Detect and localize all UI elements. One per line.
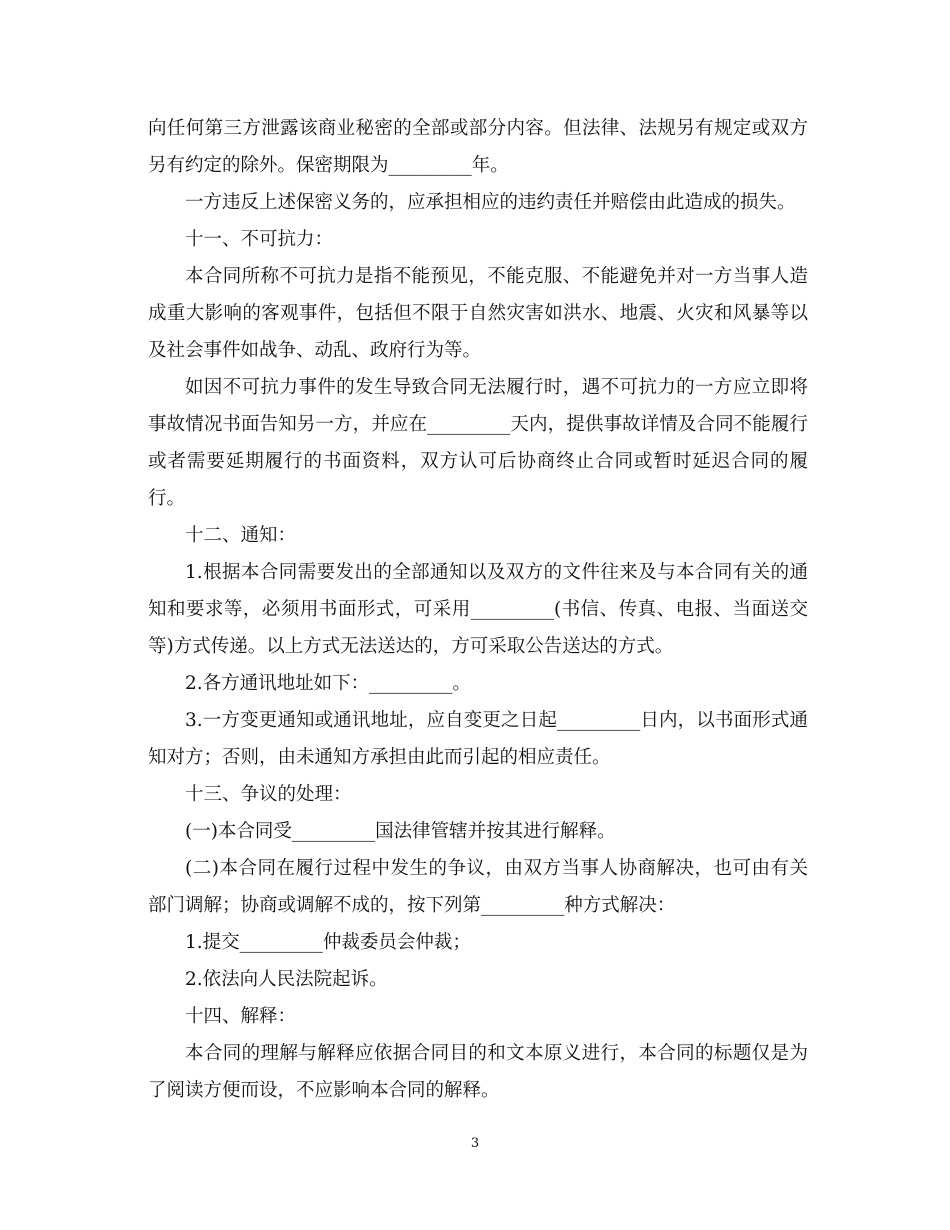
section-heading-dispute: 十三、争议的处理：	[185, 784, 352, 805]
paragraph-notice-change: 3.一方变更通知或通讯地址，应自变更之日起_________日内，以书面形式通知对方；否则，由未通知方承担由此而引起的相应责任。	[148, 710, 808, 768]
page-number: 3	[470, 1136, 480, 1151]
paragraph-confidentiality-continued: 向任何第三方泄露该商业秘密的全部或部分内容。但法律、法规另有规定或双方另有约定的除外。保密期限为_________年。	[148, 118, 808, 176]
list-item-arbitration: 1.提交_________仲裁委员会仲裁；	[185, 932, 471, 953]
paragraph-breach-liability: 一方违反上述保密义务的，应承担相应的违约责任并赔偿由此造成的损失。	[185, 192, 796, 213]
section-heading-notice: 十二、通知：	[185, 525, 297, 546]
list-item-litigation: 2.依法向人民法院起诉。	[185, 969, 388, 990]
paragraph-notice-form: 1.根据本合同需要发出的全部通知以及双方的文件往来及与本合同有关的通知和要求等，必须用书面形式，可采用_________(书信、传真、电报、当面送交等)方式传递。以上方式无法送达的，方可采取公告送达的方式。	[148, 562, 808, 657]
paragraph-interpretation: 本合同的理解与解释应依据合同目的和文本原义进行，本合同的标题仅是为了阅读方便而设，不应影响本合同的解释。	[148, 1043, 808, 1101]
document-body	[148, 110, 808, 1109]
section-heading-interpretation: 十四、解释：	[185, 1006, 297, 1027]
paragraph-dispute-resolution: (二)本合同在履行过程中发生的争议，由双方当事人协商解决，也可由有关部门调解；协商或调解不成的，按下列第_________种方式解决：	[148, 858, 808, 916]
paragraph-notice-addresses: 2.各方通讯地址如下：_________。	[185, 673, 471, 694]
paragraph-force-majeure-notice: 如因不可抗力事件的发生导致合同无法履行时，遇不可抗力的一方应立即将事故情况书面告知另一方，并应在_________天内，提供事故详情及合同不能履行或者需要延期履行的书面资料，双方认可后协商终止合同或暂时延迟合同的履行。	[148, 377, 808, 509]
section-heading-force-majeure: 十一、不可抗力：	[185, 229, 334, 250]
paragraph-force-majeure-definition: 本合同所称不可抗力是指不能预见，不能克服、不能避免并对一方当事人造成重大影响的客观事件，包括但不限于自然灾害如洪水、地震、火灾和风暴等以及社会事件如战争、动乱、政府行为等。	[148, 266, 808, 361]
paragraph-governing-law: (一)本合同受_________国法律管辖并按其进行解释。	[185, 821, 616, 842]
